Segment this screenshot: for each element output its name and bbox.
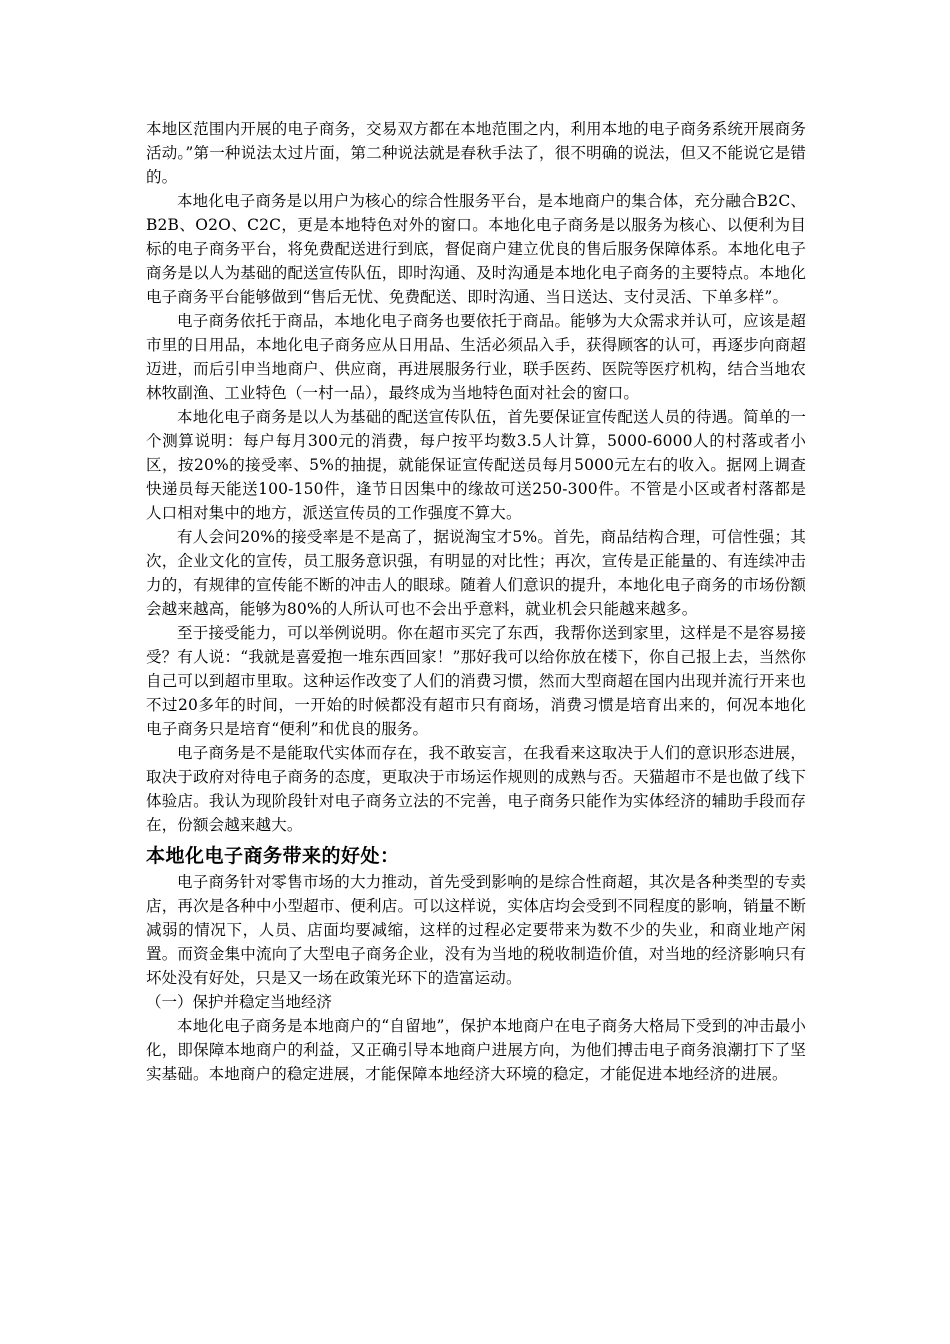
paragraph-7: 电子商务是不是能取代实体而存在，我不敢妄言，在我看来这取决于人们的意识形态进展，取决于政府对待电子商务的态度，更取决于市场运作规则的成熟与否。天猫超市不是也做了线下体验店。我认为现阶段针对电子商务立法的不完善，电子商务只能作为实体经济的辅助手段而存在，份额会越来越大。	[146, 744, 806, 834]
paragraph-2: 本地化电子商务是以用户为核心的综合性服务平台，是本地商户的集合体，充分融合B2C、B2B、O2O、C2C，更是本地特色对外的窗口。本地化电子商务是以服务为核心、以便利为目标的电子商务平台，将免费配送进行到底，督促商户建立优良的售后服务保障体系。本地化电子商务是以人为基础的配送宣传队伍，即时沟通、及时沟通是本地化电子商务的主要特点。本地化电子商务平台能够做到“售后无忧、免费配送、即时沟通、当日送达、支付灵活、下单多样”。	[146, 192, 806, 306]
subsection-heading: （一）保护并稳定当地经济	[146, 993, 333, 1011]
document-body	[146, 117, 806, 1086]
paragraph-3: 电子商务依托于商品，本地化电子商务也要依托于商品。能够为大众需求并认可，应该是超市里的日用品，本地化电子商务应从日用品、生活必须品入手，获得顾客的认可，再逐步向商超迈进，而后引申当地商户、供应商，再进展服务行业，联手医药、医院等医疗机构，结合当地农林牧副渔、工业特色（一村一品），最终成为当地特色面对社会的窗口。	[146, 312, 806, 402]
paragraph-6: 至于接受能力，可以举例说明。你在超市买完了东西，我帮你送到家里，这样是不是容易接受？有人说：“我就是喜爱抱一堆东西回家！”那好我可以给你放在楼下，你自己报上去，当然你自己可以到超市里取。这种运作改变了人们的消费习惯，然而大型商超在国内出现并流行开来也不过20多年的时间，一开始的时候都没有超市只有商场，消费习惯是培育出来的，何况本地化电子商务只是培育“便利”和优良的服务。	[146, 624, 806, 738]
paragraph-8: 电子商务针对零售市场的大力推动，首先受到影响的是综合性商超，其次是各种类型的专卖店，再次是各种中小型超市、便利店。可以这样说，实体店均会受到不同程度的影响，销量不断减弱的情况下，人员、店面均要减缩，这样的过程必定要带来为数不少的失业，和商业地产闲置。而资金集中流向了大型电子商务企业，没有为当地的税收制造价值，对当地的经济影响只有坏处没有好处，只是又一场在政策光环下的造富运动。	[146, 873, 806, 987]
paragraph-1: 本地区范围内开展的电子商务，交易双方都在本地范围之内，利用本地的电子商务系统开展商务活动。”第一种说法太过片面，第二种说法就是春秋手法了，很不明确的说法，但又不能说它是错的。	[146, 120, 806, 186]
paragraph-4: 本地化电子商务是以人为基础的配送宣传队伍，首先要保证宣传配送人员的待遇。简单的一个测算说明：每户每月300元的消费，每户按平均数3.5人计算，5000-6000人的村落或者小区，按20%的接受率、5%的抽提，就能保证宣传配送员每月5000元左右的收入。据网上调查快递员每天能送100-150件，逢节日因集中的缘故可送250-300件。不管是小区或者村落都是人口相对集中的地方，派送宣传员的工作强度不算大。	[146, 408, 806, 522]
paragraph-9: 本地化电子商务是本地商户的“自留地”，保护本地商户在电子商务大格局下受到的冲击最小化，即保障本地商户的利益，又正确引导本地商户进展方向，为他们搏击电子商务浪潮打下了坚实基础。本地商户的稳定进展，才能保障本地经济大环境的稳定，才能促进本地经济的进展。	[146, 1017, 806, 1083]
paragraph-5: 有人会问20%的接受率是不是高了，据说淘宝才5%。首先，商品结构合理，可信性强；其次，企业文化的宣传，员工服务意识强，有明显的对比性；再次，宣传是正能量的、有连续冲击力的，有规律的宣传能不断的冲击人的眼球。随着人们意识的提升，本地化电子商务的市场份额会越来越高，能够为80%的人所认可也不会出乎意料，就业机会只能越来越多。	[146, 528, 806, 618]
section-heading: 本地化电子商务带来的好处：	[146, 845, 400, 867]
